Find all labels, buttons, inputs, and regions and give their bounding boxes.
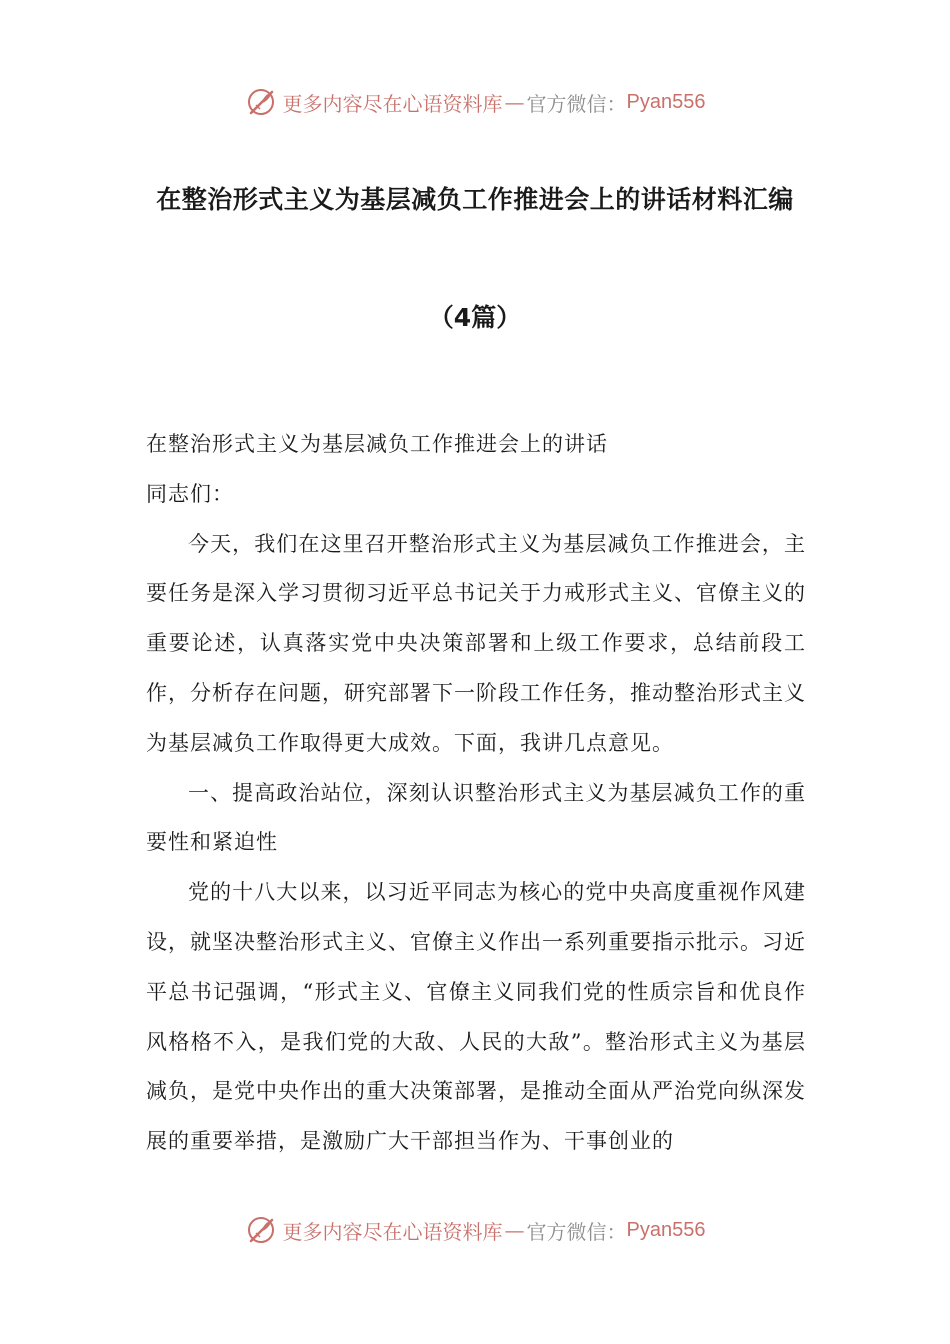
watermark-dash: — xyxy=(504,90,525,114)
header-watermark xyxy=(0,82,950,122)
document-subtitle: （4篇） xyxy=(428,303,522,332)
watermark-main-text: 更多内容尽在心语资料库 xyxy=(282,91,503,116)
quill-logo-icon xyxy=(245,1213,279,1247)
document-body xyxy=(146,420,806,1167)
document-title: 在整治形式主义为基层减负工作推进会上的讲话材料汇编 xyxy=(156,185,794,214)
speech-heading: 在整治形式主义为基层减负工作推进会上的讲话 xyxy=(146,432,608,456)
watermark-dash: — xyxy=(504,1218,525,1242)
watermark-official-label: 官方微信： xyxy=(526,1219,627,1244)
watermark-wechat-id: Pyan556 xyxy=(626,1218,706,1241)
salutation: 同志们： xyxy=(146,481,234,506)
footer-watermark xyxy=(0,1210,950,1250)
section-heading-1: 一、提高政治站位，深刻认识整治形式主义为基层减负工作的重要性和紧迫性 xyxy=(146,780,806,855)
watermark-main-text: 更多内容尽在心语资料库 xyxy=(282,1219,503,1244)
paragraph-intro: 今天，我们在这里召开整治形式主义为基层减负工作推进会，主要任务是深入学习贯彻习近平总书记关于力戒形式主义、官僚主义的重要论述，认真落实党中央决策部署和上级工作要求，总结前段工作，分析存在问题，研究部署下一阶段工作任务，推动整治形式主义为基层减负工作取得更大成效。下面，我讲几点意见。 xyxy=(146,531,806,755)
quill-logo-icon xyxy=(245,85,279,119)
watermark-official-label: 官方微信： xyxy=(526,91,627,116)
watermark-wechat-id: Pyan556 xyxy=(626,90,706,113)
paragraph-section-1: 党的十八大以来，以习近平同志为核心的党中央高度重视作风建设，就坚决整治形式主义、官僚主义作出一系列重要指示批示。习近平总书记强调，“形式主义、官僚主义同我们党的性质宗旨和优良作风格格不入，是我们党的大敌、人民的大敌”。整治形式主义为基层减负，是党中央作出的重大决策部署，是推动全面从严治党向纵深发展的重要举措，是激励广大干部担当作为、干事创业的 xyxy=(146,880,806,1154)
